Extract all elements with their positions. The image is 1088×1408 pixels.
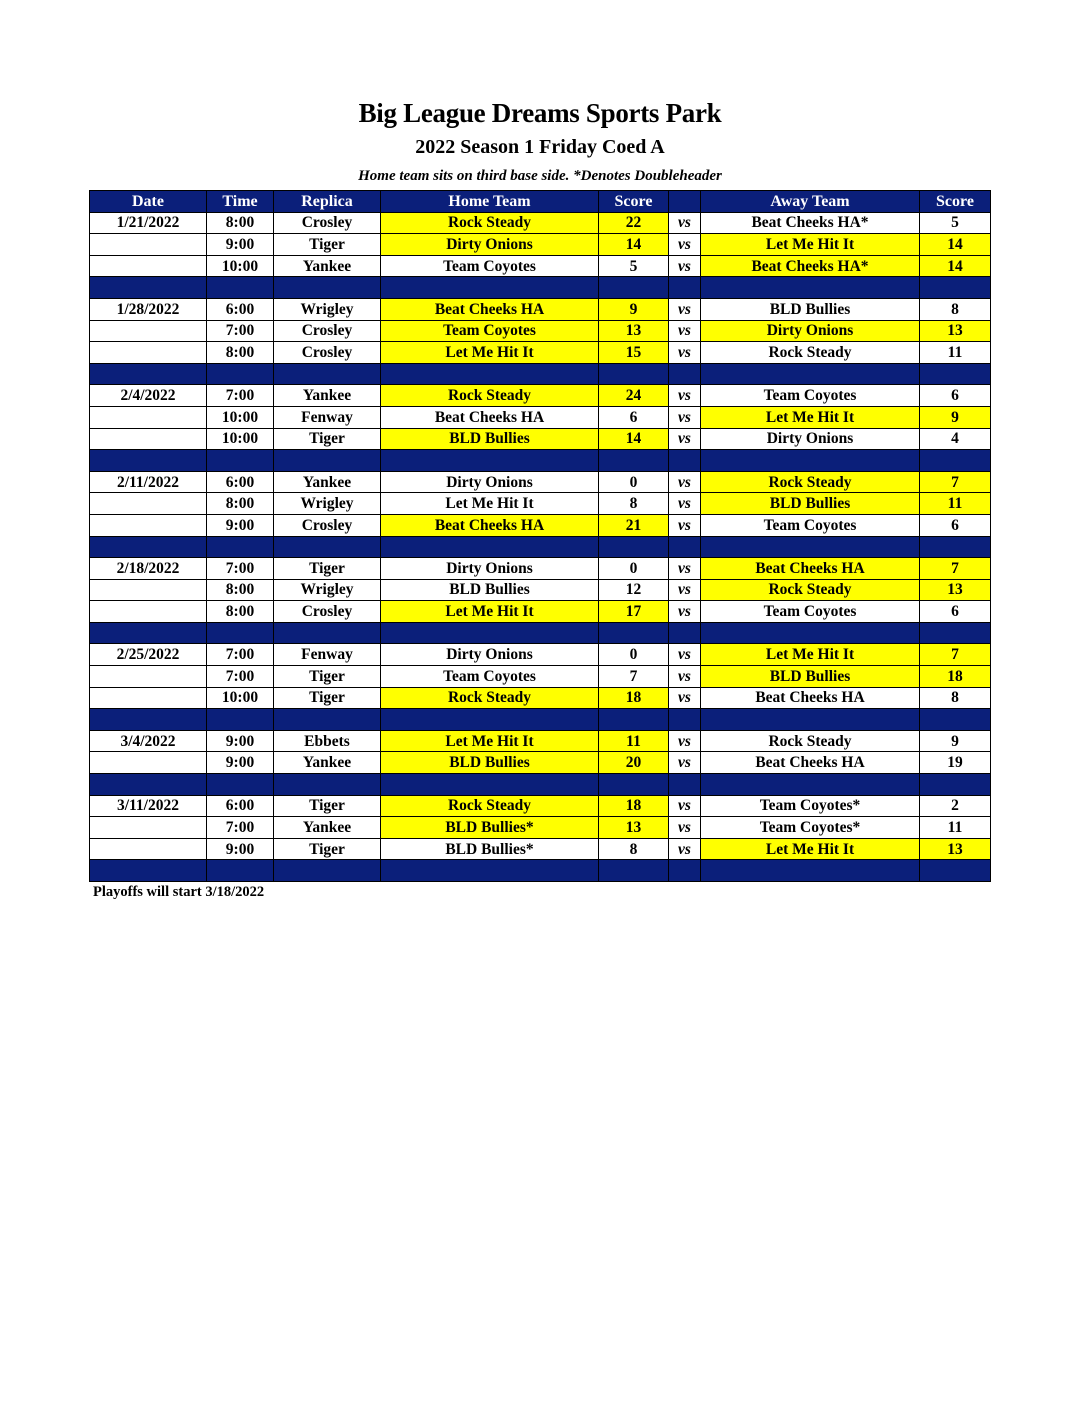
table-row [90,730,991,752]
date-cell: 3/11/2022 [90,795,207,817]
away-score-cell: 11 [920,342,991,364]
field-cell: Wrigley [274,579,381,601]
field-cell: Yankee [274,255,381,277]
away-team-cell: Let Me Hit It [701,234,920,256]
home-team-cell: Let Me Hit It [381,730,599,752]
separator-cell [599,536,669,558]
separator-cell [701,709,920,731]
table-row [90,428,991,450]
table-header-row [90,191,991,213]
away-team-cell: Beat Cheeks HA [701,558,920,580]
away-score-cell: 7 [920,558,991,580]
away-score-cell: 9 [920,406,991,428]
column-header-time: Time [207,191,274,213]
time-cell: 6:00 [207,298,274,320]
away-team-cell: Beat Cheeks HA* [701,212,920,234]
away-team-cell: Rock Steady [701,342,920,364]
date-cell [90,406,207,428]
home-score-cell: 0 [599,644,669,666]
separator-cell [599,774,669,796]
field-cell: Tiger [274,687,381,709]
time-cell: 9:00 [207,514,274,536]
time-cell: 6:00 [207,795,274,817]
vs-cell: vs [669,212,701,234]
away-team-cell: Let Me Hit It [701,838,920,860]
home-team-cell: BLD Bullies* [381,838,599,860]
separator-cell [599,622,669,644]
time-cell: 7:00 [207,320,274,342]
away-score-cell: 13 [920,579,991,601]
separator-cell [920,536,991,558]
separator-cell [920,622,991,644]
table-row [90,234,991,256]
separator-cell [920,363,991,385]
home-score-cell: 17 [599,601,669,623]
home-score-cell: 13 [599,320,669,342]
separator-cell [207,450,274,472]
table-row [90,579,991,601]
column-header-replica: Replica [274,191,381,213]
schedule-body [90,212,991,881]
table-row [90,601,991,623]
away-score-cell: 6 [920,514,991,536]
field-cell: Yankee [274,752,381,774]
away-score-cell: 18 [920,666,991,688]
column-header-home-team: Home Team [381,191,599,213]
field-cell: Fenway [274,644,381,666]
home-score-cell: 20 [599,752,669,774]
header-note: Home team sits on third base side. *Denotes Doubleheader [358,168,722,184]
vs-cell: vs [669,601,701,623]
home-team-cell: Rock Steady [381,385,599,407]
week-separator-row [90,860,991,882]
field-cell: Tiger [274,558,381,580]
home-score-cell: 18 [599,795,669,817]
separator-cell [381,363,599,385]
date-cell [90,320,207,342]
separator-cell [274,363,381,385]
home-score-cell: 5 [599,255,669,277]
separator-cell [207,363,274,385]
column-header-away-team: Away Team [701,191,920,213]
table-row [90,666,991,688]
separator-cell [90,860,207,882]
away-score-cell: 14 [920,255,991,277]
away-team-cell: Rock Steady [701,730,920,752]
field-cell: Wrigley [274,493,381,515]
date-cell [90,838,207,860]
separator-cell [669,709,701,731]
away-team-cell: Dirty Onions [701,320,920,342]
separator-cell [274,277,381,299]
vs-cell: vs [669,298,701,320]
vs-cell: vs [669,666,701,688]
home-score-cell: 14 [599,234,669,256]
home-team-cell: BLD Bullies [381,752,599,774]
week-separator-row [90,277,991,299]
column-header-vs [669,191,701,213]
away-score-cell: 11 [920,493,991,515]
separator-cell [599,860,669,882]
separator-cell [669,277,701,299]
time-cell: 10:00 [207,687,274,709]
time-cell: 9:00 [207,730,274,752]
date-cell [90,493,207,515]
separator-cell [381,622,599,644]
vs-cell: vs [669,406,701,428]
date-cell: 2/11/2022 [90,471,207,493]
home-score-cell: 8 [599,493,669,515]
separator-cell [669,774,701,796]
date-cell: 1/28/2022 [90,298,207,320]
date-cell: 1/21/2022 [90,212,207,234]
field-cell: Yankee [274,471,381,493]
home-team-cell: Team Coyotes [381,255,599,277]
separator-cell [90,622,207,644]
vs-cell: vs [669,579,701,601]
field-cell: Crosley [274,342,381,364]
home-score-cell: 15 [599,342,669,364]
vs-cell: vs [669,234,701,256]
away-team-cell: Team Coyotes [701,385,920,407]
time-cell: 7:00 [207,817,274,839]
separator-cell [669,860,701,882]
separator-cell [701,450,920,472]
separator-cell [701,774,920,796]
home-team-cell: Beat Cheeks HA [381,298,599,320]
away-score-cell: 19 [920,752,991,774]
vs-cell: vs [669,795,701,817]
away-team-cell: BLD Bullies [701,298,920,320]
separator-cell [381,450,599,472]
away-score-cell: 9 [920,730,991,752]
home-team-cell: Team Coyotes [381,320,599,342]
field-cell: Crosley [274,601,381,623]
separator-cell [381,860,599,882]
separator-cell [90,536,207,558]
home-score-cell: 21 [599,514,669,536]
separator-cell [381,709,599,731]
separator-cell [920,709,991,731]
separator-cell [207,860,274,882]
away-score-cell: 5 [920,212,991,234]
separator-cell [381,774,599,796]
away-score-cell: 7 [920,644,991,666]
separator-cell [701,536,920,558]
field-cell: Yankee [274,385,381,407]
separator-cell [207,774,274,796]
home-score-cell: 7 [599,666,669,688]
separator-cell [599,277,669,299]
home-team-cell: Rock Steady [381,687,599,709]
home-team-cell: Rock Steady [381,212,599,234]
separator-cell [207,622,274,644]
separator-cell [90,450,207,472]
playoffs-note: Playoffs will start 3/18/2022 [93,884,265,900]
date-cell [90,234,207,256]
field-cell: Tiger [274,795,381,817]
vs-cell: vs [669,471,701,493]
away-score-cell: 8 [920,687,991,709]
field-cell: Ebbets [274,730,381,752]
table-row [90,342,991,364]
vs-cell: vs [669,342,701,364]
home-team-cell: Rock Steady [381,795,599,817]
separator-cell [381,536,599,558]
home-team-cell: BLD Bullies [381,579,599,601]
vs-cell: vs [669,255,701,277]
home-score-cell: 24 [599,385,669,407]
separator-cell [701,277,920,299]
home-team-cell: Let Me Hit It [381,493,599,515]
separator-cell [599,363,669,385]
away-score-cell: 8 [920,298,991,320]
separator-cell [669,450,701,472]
vs-cell: vs [669,752,701,774]
time-cell: 10:00 [207,406,274,428]
date-cell: 2/18/2022 [90,558,207,580]
time-cell: 8:00 [207,212,274,234]
time-cell: 9:00 [207,838,274,860]
vs-cell: vs [669,644,701,666]
vs-cell: vs [669,838,701,860]
table-row [90,320,991,342]
week-separator-row [90,536,991,558]
separator-cell [669,536,701,558]
table-row [90,406,991,428]
vs-cell: vs [669,385,701,407]
home-score-cell: 12 [599,579,669,601]
separator-cell [274,709,381,731]
field-cell: Crosley [274,514,381,536]
date-cell [90,601,207,623]
time-cell: 10:00 [207,255,274,277]
column-header-home-score: Score [599,191,669,213]
home-team-cell: Dirty Onions [381,234,599,256]
away-team-cell: Beat Cheeks HA* [701,255,920,277]
week-separator-row [90,774,991,796]
separator-cell [207,709,274,731]
away-team-cell: Dirty Onions [701,428,920,450]
home-team-cell: Dirty Onions [381,644,599,666]
separator-cell [90,774,207,796]
date-cell [90,428,207,450]
home-team-cell: Beat Cheeks HA [381,406,599,428]
away-score-cell: 14 [920,234,991,256]
date-cell [90,342,207,364]
away-score-cell: 2 [920,795,991,817]
separator-cell [207,536,274,558]
table-row [90,255,991,277]
date-cell [90,666,207,688]
separator-cell [274,860,381,882]
away-team-cell: BLD Bullies [701,666,920,688]
separator-cell [701,622,920,644]
date-cell [90,687,207,709]
time-cell: 7:00 [207,558,274,580]
date-cell [90,579,207,601]
table-row [90,644,991,666]
time-cell: 7:00 [207,644,274,666]
separator-cell [90,277,207,299]
separator-cell [599,450,669,472]
separator-cell [701,860,920,882]
home-score-cell: 11 [599,730,669,752]
field-cell: Tiger [274,666,381,688]
home-score-cell: 0 [599,558,669,580]
date-cell: 2/25/2022 [90,644,207,666]
away-team-cell: Team Coyotes* [701,795,920,817]
separator-cell [274,536,381,558]
date-cell: 2/4/2022 [90,385,207,407]
separator-cell [920,450,991,472]
schedule-table [89,190,991,882]
time-cell: 9:00 [207,234,274,256]
vs-cell: vs [669,514,701,536]
away-team-cell: Beat Cheeks HA [701,687,920,709]
away-team-cell: Team Coyotes [701,601,920,623]
separator-cell [669,622,701,644]
table-row [90,687,991,709]
vs-cell: vs [669,817,701,839]
away-team-cell: Rock Steady [701,471,920,493]
table-row [90,838,991,860]
home-score-cell: 0 [599,471,669,493]
away-score-cell: 4 [920,428,991,450]
time-cell: 8:00 [207,601,274,623]
vs-cell: vs [669,493,701,515]
home-score-cell: 22 [599,212,669,234]
separator-cell [920,277,991,299]
table-row [90,298,991,320]
table-row [90,471,991,493]
time-cell: 8:00 [207,493,274,515]
table-row [90,752,991,774]
home-score-cell: 9 [599,298,669,320]
separator-cell [90,363,207,385]
away-team-cell: Let Me Hit It [701,644,920,666]
week-separator-row [90,709,991,731]
field-cell: Fenway [274,406,381,428]
home-team-cell: BLD Bullies [381,428,599,450]
page-title: Big League Dreams Sports Park [358,98,722,128]
vs-cell: vs [669,428,701,450]
separator-cell [274,774,381,796]
vs-cell: vs [669,730,701,752]
home-team-cell: BLD Bullies* [381,817,599,839]
page-subtitle: 2022 Season 1 Friday Coed A [415,136,665,158]
away-score-cell: 6 [920,385,991,407]
time-cell: 8:00 [207,342,274,364]
time-cell: 9:00 [207,752,274,774]
column-header-date: Date [90,191,207,213]
away-score-cell: 6 [920,601,991,623]
field-cell: Crosley [274,320,381,342]
week-separator-row [90,363,991,385]
separator-cell [920,860,991,882]
away-score-cell: 7 [920,471,991,493]
home-score-cell: 14 [599,428,669,450]
table-row [90,514,991,536]
separator-cell [274,450,381,472]
field-cell: Tiger [274,428,381,450]
separator-cell [669,363,701,385]
vs-cell: vs [669,558,701,580]
field-cell: Yankee [274,817,381,839]
separator-cell [207,277,274,299]
date-cell [90,752,207,774]
home-score-cell: 18 [599,687,669,709]
date-cell [90,514,207,536]
home-score-cell: 13 [599,817,669,839]
separator-cell [701,363,920,385]
table-row [90,385,991,407]
column-header-away-score: Score [920,191,991,213]
field-cell: Crosley [274,212,381,234]
home-team-cell: Let Me Hit It [381,601,599,623]
separator-cell [274,622,381,644]
separator-cell [599,709,669,731]
vs-cell: vs [669,687,701,709]
home-team-cell: Team Coyotes [381,666,599,688]
separator-cell [90,709,207,731]
separator-cell [381,277,599,299]
away-score-cell: 13 [920,320,991,342]
week-separator-row [90,450,991,472]
table-row [90,558,991,580]
away-team-cell: Rock Steady [701,579,920,601]
away-team-cell: Let Me Hit It [701,406,920,428]
table-row [90,795,991,817]
field-cell: Wrigley [274,298,381,320]
away-team-cell: Beat Cheeks HA [701,752,920,774]
home-team-cell: Dirty Onions [381,558,599,580]
time-cell: 6:00 [207,471,274,493]
vs-cell: vs [669,320,701,342]
away-team-cell: Team Coyotes* [701,817,920,839]
time-cell: 10:00 [207,428,274,450]
date-cell: 3/4/2022 [90,730,207,752]
table-row [90,817,991,839]
field-cell: Tiger [274,838,381,860]
separator-cell [920,774,991,796]
home-team-cell: Let Me Hit It [381,342,599,364]
away-score-cell: 13 [920,838,991,860]
home-team-cell: Beat Cheeks HA [381,514,599,536]
time-cell: 8:00 [207,579,274,601]
time-cell: 7:00 [207,666,274,688]
away-team-cell: Team Coyotes [701,514,920,536]
table-row [90,493,991,515]
home-score-cell: 8 [599,838,669,860]
home-team-cell: Dirty Onions [381,471,599,493]
date-cell [90,255,207,277]
home-score-cell: 6 [599,406,669,428]
date-cell [90,817,207,839]
table-row [90,212,991,234]
week-separator-row [90,622,991,644]
away-score-cell: 11 [920,817,991,839]
away-team-cell: BLD Bullies [701,493,920,515]
field-cell: Tiger [274,234,381,256]
time-cell: 7:00 [207,385,274,407]
